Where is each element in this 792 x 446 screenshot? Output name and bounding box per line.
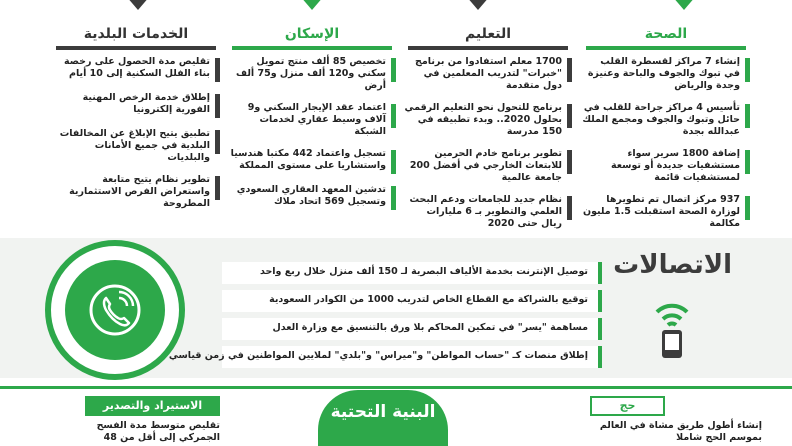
bullet [567,150,572,174]
list-item [582,194,750,230]
column-municipal [52,24,220,220]
list-item [52,128,220,164]
column-housing [228,24,396,220]
column-title: الإسكان [284,26,340,42]
item-text: 937 مركز اتصال تم تطويرها لوزارة الصحة استقبلت 1.5 مليون مكالمة [582,194,740,229]
import-export-title: الاستيراد والتصدير [85,396,220,416]
item-text: برنامج للتحول نحو التعليم الرقمي بحلول 2020.. وبدء تطبيقه في 150 مدرسة [404,102,562,137]
bullet [567,58,572,82]
import-export-text: تقليص متوسط مدة الفسح الجمركي إلى أقل من 48 [96,420,220,443]
item-text: تخصيص 85 ألف منتج تمويل سكني و120 ألف منزل و75 ألف أرض [236,56,386,91]
hajj-title: حج [590,396,665,416]
list-item [222,318,602,340]
column-health [582,24,750,240]
column-title: التعليم [464,26,512,42]
list-item [222,290,602,312]
column-education [404,24,572,240]
list-item [52,174,220,210]
item-text: إطلاق خدمة الرخص المهنية الفورية إلكترونيا [82,92,210,115]
arrow-housing [300,0,324,10]
list-item [582,102,750,138]
mobile-signal-icon [647,290,697,360]
telecom-title: الاتصالات [613,250,732,280]
bullet [391,150,396,174]
column-divider [408,46,568,50]
infrastructure-title: البنية التحتية [318,390,448,446]
bullet [745,104,750,128]
bullet [391,104,396,128]
arrow-health [672,0,696,10]
item-text: تأسيس 4 مراكز جراحة للقلب في حائل وتبوك والجوف ومجمع الملك عبدالله بجدة [582,102,740,137]
phone-icon [87,282,143,338]
bullet [745,196,750,220]
list-item [404,194,572,230]
item-text: إنشاء 7 مراكز لقسطرة القلب في تبوك والجوف والباحة وعنيزة وجدة والرياض [587,56,740,91]
phone-badge [65,260,165,360]
list-item [404,102,572,138]
list-item [228,56,396,92]
list-item [228,184,396,210]
bullet [745,58,750,82]
item-text: 1700 معلم استفادوا من برنامج "خبرات" لتدريب المعلمين في دول متقدمة [415,56,562,91]
item-text: توصيل الإنترنت بخدمة الألياف البصرية لـ 150 ألف منزل خلال ربع واحد [259,266,588,277]
column-divider [586,46,746,50]
bullet [215,94,220,118]
item-text: تطوير برنامج خادم الحرمين للابتعاث الخارجي في أفضل 200 جامعة عالمية [409,148,562,183]
arrow-education [466,0,490,10]
item-text: تقليص مدة الحصول على رخصة بناء الفلل السكنية إلى 10 أيام [64,56,210,79]
bullet [391,58,396,82]
arrow-municipal [126,0,150,10]
item-text: إضافة 1800 سرير سواء مستشفيات جديدة أو توسعة لمستشفيات قائمة [611,148,740,183]
bullet [567,196,572,220]
bullet [215,130,220,154]
bottom-divider [0,386,792,389]
bullet [567,104,572,128]
item-text: تدشين المعهد العقاري السعودي وتسجيل 569 اتحاد ملاك [236,184,386,207]
hajj-text: إنشاء أطول طريق مشاة في العالم بموسم الحج شاملا [599,420,762,443]
item-text: تسجيل واعتماد 442 مكتبا هندسيا واستشاريا على مستوى المملكة [230,148,386,171]
list-item [582,148,750,184]
bullet [745,150,750,174]
list-item [404,56,572,92]
item-text: توقيع بالشراكة مع القطاع الخاص لتدريب 1000 من الكوادر السعودية [269,294,588,305]
item-text: مساهمة "يسر" في تمكين المحاكم بلا ورق بالتنسيق مع وزارة العدل [272,322,588,333]
column-title: الخدمات البلدية [83,26,189,42]
list-item [52,92,220,118]
bullet [391,186,396,210]
item-text: تطوير نظام يتيح متابعة واستعراض الفرص الاستثمارية المطروحة [69,174,210,209]
column-divider [56,46,216,50]
bullet [215,176,220,200]
item-text: إطلاق منصات كـ "حساب المواطن" و"ميراس" و"بلدي" لملايين المواطنين في زمن قياسي [168,350,588,361]
telecom-list [168,262,602,374]
item-text: اعتماد عقد الإيجار السكني و9 آلاف وسيط عقاري لخدمات الشبكة [247,102,386,137]
list-item [582,56,750,92]
bullet [215,58,220,82]
list-item [168,346,602,368]
item-text: نظام جديد للجامعات ودعم البحث العلمي والتطوير بـ 6 مليارات ريال حتى 2020 [409,194,562,229]
column-divider [232,46,392,50]
telecom-circle [45,240,185,380]
list-item [222,262,602,284]
list-item [228,102,396,138]
item-text: تطبيق يتيح الإبلاغ عن المخالفات البلدية في جميع الأمانات والبلديات [59,128,210,163]
list-item [404,148,572,184]
list-item [228,148,396,174]
list-item [52,56,220,82]
column-title: الصحة [644,26,688,42]
